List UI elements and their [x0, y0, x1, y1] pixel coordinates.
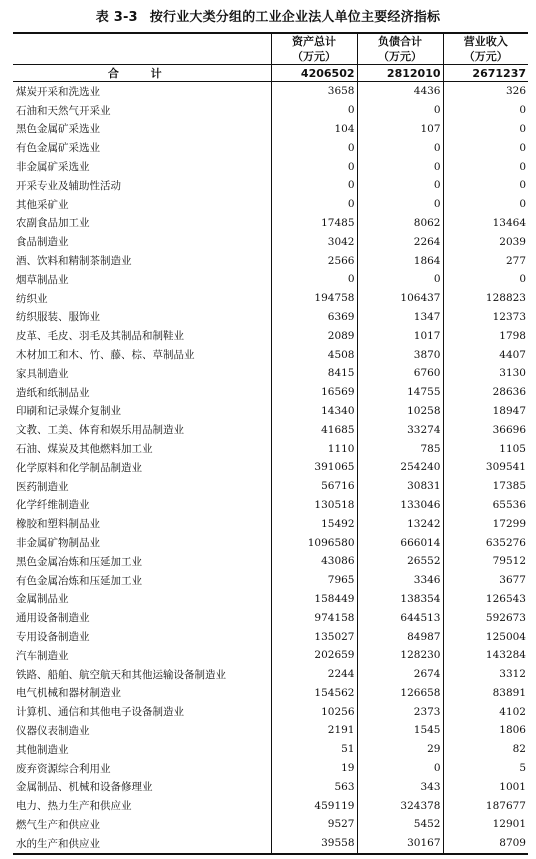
- industry-name: 通用设备制造业: [16, 612, 90, 625]
- total-assets: 4206502: [271, 65, 357, 82]
- revenue-value: 635276: [443, 533, 528, 552]
- revenue-value: 1798: [443, 326, 528, 345]
- revenue-value: 125004: [443, 627, 528, 646]
- industry-name: 其他制造业: [16, 743, 69, 756]
- industry-name: 石油和天然气开采业: [16, 104, 111, 117]
- liabilities-value: 1017: [357, 326, 443, 345]
- assets-value: 2244: [271, 665, 357, 684]
- revenue-value: 28636: [443, 383, 528, 402]
- revenue-value: 326: [443, 82, 528, 101]
- liabilities-value: 343: [357, 777, 443, 796]
- revenue-value: 1001: [443, 777, 528, 796]
- assets-value: 194758: [271, 289, 357, 308]
- revenue-value: 0: [443, 101, 528, 120]
- revenue-value: 126543: [443, 590, 528, 609]
- liabilities-value: 254240: [357, 458, 443, 477]
- assets-value: 0: [271, 157, 357, 176]
- assets-value: 0: [271, 195, 357, 214]
- revenue-value: 0: [443, 195, 528, 214]
- table-row: [13, 627, 528, 646]
- table-row: [13, 214, 528, 233]
- industry-name: 造纸和纸制品业: [16, 386, 90, 399]
- liabilities-value: 666014: [357, 533, 443, 552]
- liabilities-value: 1545: [357, 721, 443, 740]
- table-row: [13, 364, 528, 383]
- liabilities-value: 0: [357, 176, 443, 195]
- table-row: [13, 176, 528, 195]
- industry-name: 化学原料和化学制品制造业: [16, 461, 142, 474]
- assets-value: 2191: [271, 721, 357, 740]
- industry-name: 木材加工和木、竹、藤、棕、草制品业: [16, 349, 195, 362]
- liabilities-value: 1347: [357, 308, 443, 327]
- industry-name: 燃气生产和供应业: [16, 818, 100, 831]
- header-assets-unit: （万元）: [271, 49, 357, 65]
- revenue-value: 79512: [443, 552, 528, 571]
- liabilities-value: 8062: [357, 214, 443, 233]
- liabilities-value: 84987: [357, 627, 443, 646]
- revenue-value: 592673: [443, 608, 528, 627]
- table-row: [13, 571, 528, 590]
- revenue-value: 8709: [443, 834, 528, 854]
- revenue-value: 17299: [443, 514, 528, 533]
- industry-name: 汽车制造业: [16, 649, 69, 662]
- industry-name: 纺织服装、服饰业: [16, 311, 100, 324]
- table-row: [13, 101, 528, 120]
- table-row: [13, 270, 528, 289]
- table-row: [13, 759, 528, 778]
- revenue-value: 0: [443, 176, 528, 195]
- table-row: [13, 796, 528, 815]
- liabilities-value: 324378: [357, 796, 443, 815]
- table-row: [13, 590, 528, 609]
- industry-name: 石油、煤炭及其他燃料加工业: [16, 443, 153, 456]
- revenue-value: 5: [443, 759, 528, 778]
- assets-value: 51: [271, 740, 357, 759]
- revenue-value: 3677: [443, 571, 528, 590]
- industry-name: 黑色金属冶炼和压延加工业: [16, 555, 142, 568]
- industry-name: 皮革、毛皮、羽毛及其制品和制鞋业: [16, 330, 184, 343]
- assets-value: 15492: [271, 514, 357, 533]
- industry-name: 文教、工美、体育和娱乐用品制造业: [16, 424, 184, 437]
- revenue-value: 0: [443, 138, 528, 157]
- liabilities-value: 1864: [357, 251, 443, 270]
- assets-value: 6369: [271, 308, 357, 327]
- table-row: [13, 326, 528, 345]
- liabilities-value: 33274: [357, 420, 443, 439]
- liabilities-value: 5452: [357, 815, 443, 834]
- industry-name: 有色金属矿采选业: [16, 142, 100, 155]
- assets-value: 4508: [271, 345, 357, 364]
- table-row: [13, 232, 528, 251]
- liabilities-value: 0: [357, 157, 443, 176]
- table-row: [13, 120, 528, 139]
- liabilities-value: 133046: [357, 496, 443, 515]
- liabilities-value: 30831: [357, 477, 443, 496]
- assets-value: 19: [271, 759, 357, 778]
- revenue-value: 3312: [443, 665, 528, 684]
- industry-name: 纺织业: [16, 292, 48, 305]
- liabilities-value: 138354: [357, 590, 443, 609]
- total-row: [13, 65, 528, 82]
- liabilities-value: 6760: [357, 364, 443, 383]
- industry-name: 非金属矿采选业: [16, 161, 90, 174]
- assets-value: 135027: [271, 627, 357, 646]
- revenue-value: 12901: [443, 815, 528, 834]
- industry-name: 煤炭开采和洗选业: [16, 85, 100, 98]
- revenue-value: 1806: [443, 721, 528, 740]
- industry-name: 电气机械和器材制造业: [16, 687, 121, 700]
- table-row: [13, 477, 528, 496]
- industry-name: 铁路、船舶、航空航天和其他运输设备制造业: [16, 668, 226, 681]
- table-row: [13, 552, 528, 571]
- liabilities-value: 785: [357, 439, 443, 458]
- liabilities-value: 13242: [357, 514, 443, 533]
- table-header: [13, 33, 528, 65]
- liabilities-value: 0: [357, 138, 443, 157]
- total-label: 合 计: [13, 65, 271, 82]
- revenue-value: 18947: [443, 402, 528, 421]
- assets-value: 2566: [271, 251, 357, 270]
- revenue-value: 17385: [443, 477, 528, 496]
- table-row: [13, 740, 528, 759]
- liabilities-value: 0: [357, 101, 443, 120]
- table-row: [13, 514, 528, 533]
- industry-name: 仪器仪表制造业: [16, 724, 90, 737]
- table-row: [13, 665, 528, 684]
- assets-value: 974158: [271, 608, 357, 627]
- industry-rows: [13, 82, 528, 854]
- assets-value: 563: [271, 777, 357, 796]
- revenue-value: 0: [443, 157, 528, 176]
- table-title: [0, 6, 536, 25]
- table-row: [13, 533, 528, 552]
- assets-value: 16569: [271, 383, 357, 402]
- table-row: [13, 289, 528, 308]
- liabilities-value: 4436: [357, 82, 443, 101]
- assets-value: 0: [271, 101, 357, 120]
- industry-name: 家具制造业: [16, 367, 69, 380]
- liabilities-value: 0: [357, 759, 443, 778]
- table-row: [13, 383, 528, 402]
- revenue-value: 82: [443, 740, 528, 759]
- table-row: [13, 195, 528, 214]
- assets-value: 9527: [271, 815, 357, 834]
- economic-indicators-table: [13, 32, 528, 855]
- assets-value: 8415: [271, 364, 357, 383]
- table-number: 表 3-3: [95, 10, 138, 25]
- header-blank: [13, 33, 271, 49]
- industry-name: 印刷和记录媒介复制业: [16, 405, 121, 418]
- liabilities-value: 10258: [357, 402, 443, 421]
- assets-value: 1110: [271, 439, 357, 458]
- table-row: [13, 646, 528, 665]
- industry-name: 金属制品业: [16, 593, 69, 606]
- table-row: [13, 138, 528, 157]
- industry-name: 食品制造业: [16, 236, 69, 249]
- revenue-value: 12373: [443, 308, 528, 327]
- header-liabilities: 负债合计: [357, 33, 443, 49]
- table-row: [13, 439, 528, 458]
- revenue-value: 36696: [443, 420, 528, 439]
- table-row: [13, 420, 528, 439]
- table-row: [13, 815, 528, 834]
- industry-name: 水的生产和供应业: [13, 834, 271, 854]
- assets-value: 39558: [271, 834, 357, 854]
- revenue-value: 13464: [443, 214, 528, 233]
- revenue-value: 143284: [443, 646, 528, 665]
- industry-name: 酒、饮料和精制茶制造业: [16, 255, 132, 268]
- assets-value: 130518: [271, 496, 357, 515]
- assets-value: 154562: [271, 684, 357, 703]
- assets-value: 0: [271, 138, 357, 157]
- table-row: [13, 721, 528, 740]
- revenue-value: 1105: [443, 439, 528, 458]
- assets-value: 56716: [271, 477, 357, 496]
- assets-value: 14340: [271, 402, 357, 421]
- revenue-value: 0: [443, 270, 528, 289]
- table-row: [13, 496, 528, 515]
- liabilities-value: 2264: [357, 232, 443, 251]
- revenue-value: 128823: [443, 289, 528, 308]
- industry-name: 黑色金属矿采选业: [16, 123, 100, 136]
- liabilities-value: 0: [357, 195, 443, 214]
- table-row: [13, 684, 528, 703]
- table-row: [13, 82, 528, 101]
- industry-name: 废弃资源综合利用业: [16, 762, 111, 775]
- assets-value: 7965: [271, 571, 357, 590]
- industry-name: 烟草制品业: [16, 273, 69, 286]
- assets-value: 0: [271, 270, 357, 289]
- liabilities-value: 128230: [357, 646, 443, 665]
- industry-name: 橡胶和塑料制品业: [16, 518, 100, 531]
- revenue-value: 2039: [443, 232, 528, 251]
- liabilities-value: 126658: [357, 684, 443, 703]
- table-row: [13, 777, 528, 796]
- industry-name: 开采专业及辅助性活动: [16, 179, 121, 192]
- liabilities-value: 3346: [357, 571, 443, 590]
- revenue-value: 0: [443, 120, 528, 139]
- assets-value: 2089: [271, 326, 357, 345]
- assets-value: 459119: [271, 796, 357, 815]
- industry-name: 金属制品、机械和设备修理业: [16, 781, 153, 794]
- assets-value: 3042: [271, 232, 357, 251]
- revenue-value: 83891: [443, 684, 528, 703]
- liabilities-value: 30167: [357, 834, 443, 854]
- header-assets: 资产总计: [271, 33, 357, 49]
- industry-name: 其他采矿业: [16, 198, 69, 211]
- liabilities-value: 0: [357, 270, 443, 289]
- revenue-value: 187677: [443, 796, 528, 815]
- table-row: [13, 608, 528, 627]
- revenue-value: 4407: [443, 345, 528, 364]
- liabilities-value: 2674: [357, 665, 443, 684]
- revenue-value: 309541: [443, 458, 528, 477]
- revenue-value: 4102: [443, 702, 528, 721]
- liabilities-value: 2373: [357, 702, 443, 721]
- assets-value: 1096580: [271, 533, 357, 552]
- table-row: [13, 251, 528, 270]
- revenue-value: 65536: [443, 496, 528, 515]
- assets-value: 10256: [271, 702, 357, 721]
- revenue-value: 3130: [443, 364, 528, 383]
- liabilities-value: 29: [357, 740, 443, 759]
- assets-value: 158449: [271, 590, 357, 609]
- industry-name: 化学纤维制造业: [16, 499, 90, 512]
- table-row: [13, 834, 528, 854]
- industry-name: 电力、热力生产和供应业: [16, 800, 132, 813]
- industry-name: 专用设备制造业: [16, 631, 90, 643]
- table-row: [13, 458, 528, 477]
- header-revenue-unit: （万元）: [443, 49, 528, 65]
- assets-value: 104: [271, 120, 357, 139]
- assets-value: 202659: [271, 646, 357, 665]
- assets-value: 17485: [271, 214, 357, 233]
- liabilities-value: 3870: [357, 345, 443, 364]
- header-blank: [13, 49, 271, 65]
- table-row: [13, 308, 528, 327]
- revenue-value: 277: [443, 251, 528, 270]
- assets-value: 0: [271, 176, 357, 195]
- assets-value: 391065: [271, 458, 357, 477]
- header-liabilities-unit: （万元）: [357, 49, 443, 65]
- table-caption: 按行业大类分组的工业企业法人单位主要经济指标: [149, 10, 441, 25]
- header-revenue: 营业收入: [443, 33, 528, 49]
- total-liabilities: 2812010: [357, 65, 443, 82]
- industry-name: 计算机、通信和其他电子设备制造业: [16, 706, 184, 719]
- liabilities-value: 14755: [357, 383, 443, 402]
- table-row: [13, 157, 528, 176]
- table-row: [13, 702, 528, 721]
- industry-name: 非金属矿物制品业: [16, 537, 100, 550]
- table-row: [13, 402, 528, 421]
- liabilities-value: 644513: [357, 608, 443, 627]
- total-revenue: 2671237: [443, 65, 528, 82]
- table-row: [13, 345, 528, 364]
- assets-value: 41685: [271, 420, 357, 439]
- assets-value: 43086: [271, 552, 357, 571]
- liabilities-value: 107: [357, 120, 443, 139]
- industry-name: 医药制造业: [16, 480, 69, 493]
- liabilities-value: 26552: [357, 552, 443, 571]
- industry-name: 农副食品加工业: [16, 217, 90, 230]
- industry-name: 有色金属冶炼和压延加工业: [16, 574, 142, 587]
- liabilities-value: 106437: [357, 289, 443, 308]
- assets-value: 3658: [271, 82, 357, 101]
